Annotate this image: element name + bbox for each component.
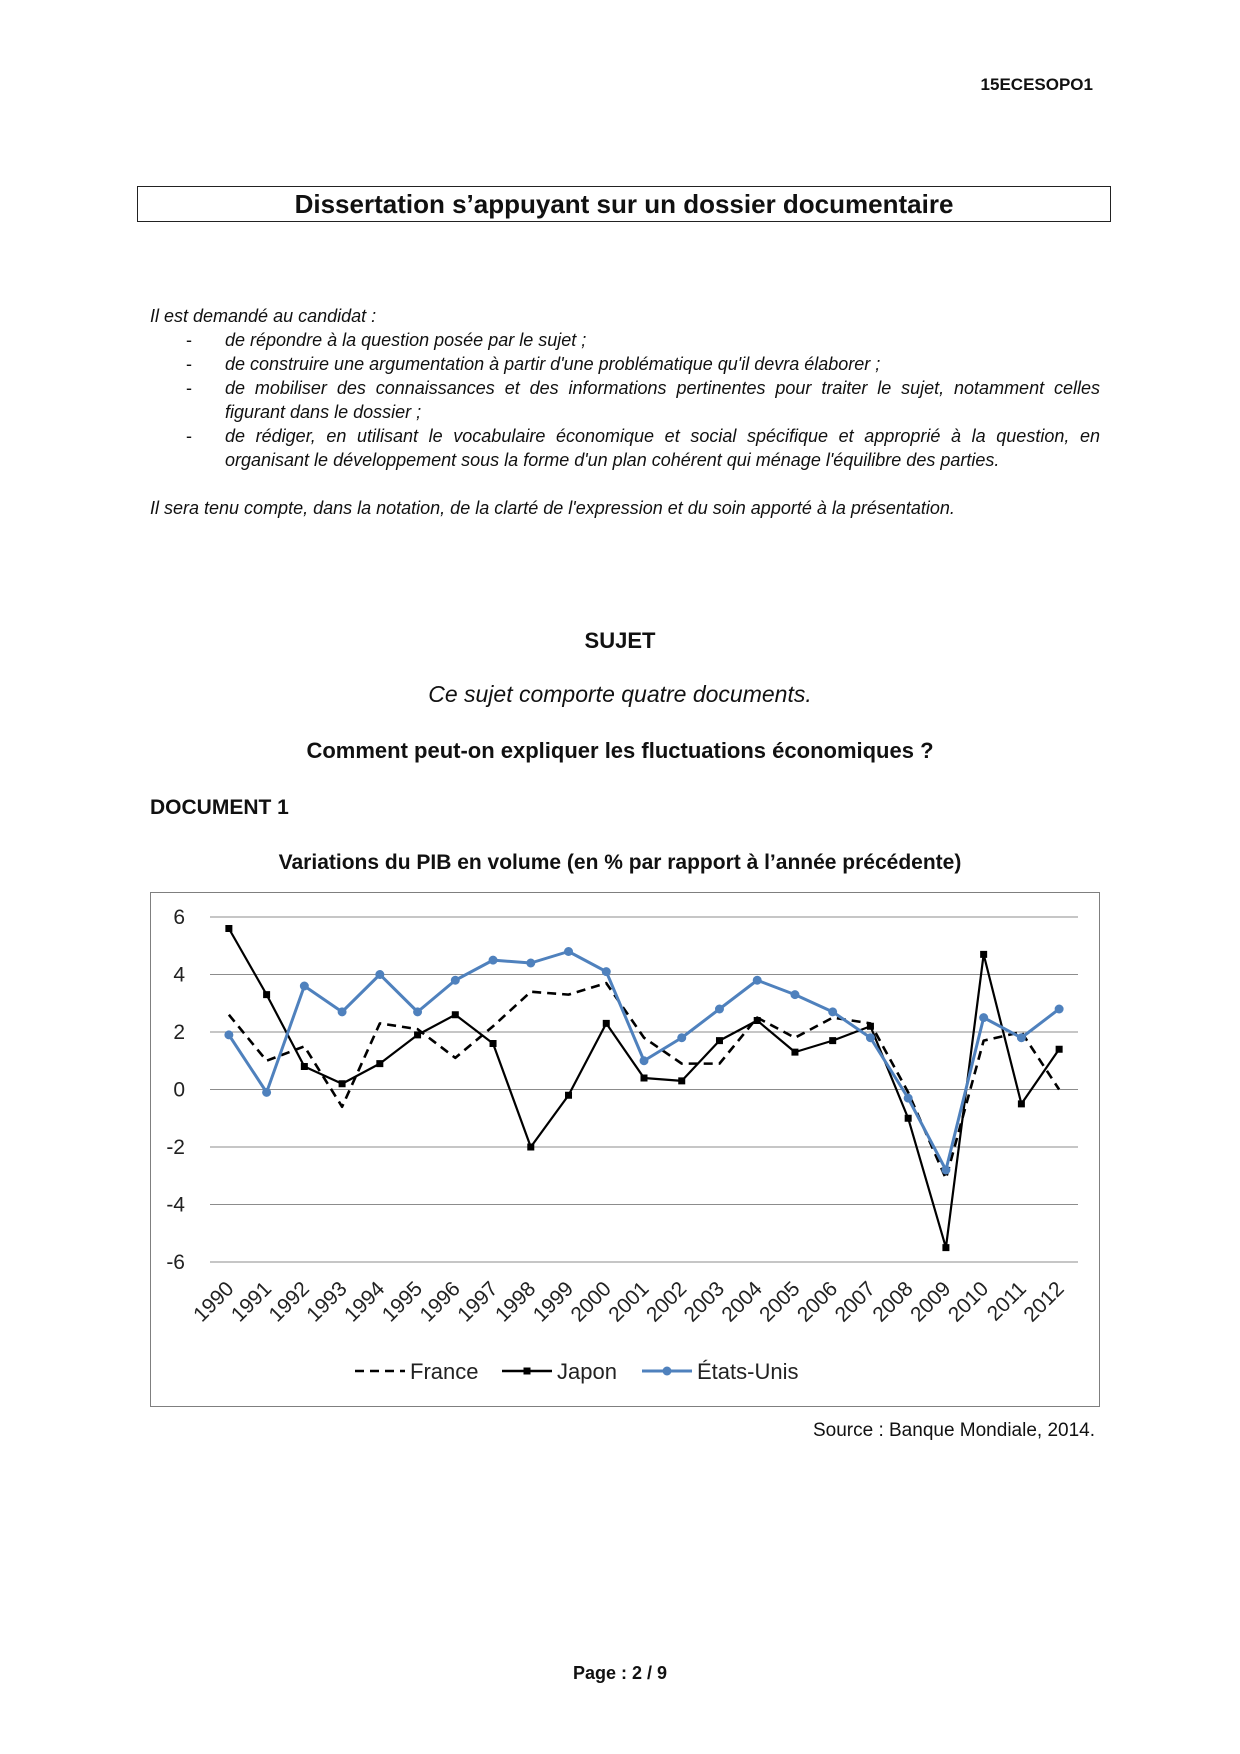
x-tick-label: 2010: [943, 1277, 994, 1327]
data-point-tatsunis: [1017, 1033, 1026, 1042]
data-point-tatsunis: [300, 982, 309, 991]
data-point-japon: [565, 1092, 572, 1099]
data-point-tatsunis: [224, 1030, 233, 1039]
page-number: Page : 2 / 9: [572, 1663, 668, 1683]
list-dash: -: [186, 354, 192, 374]
data-point-tatsunis: [451, 976, 460, 985]
data-point-tatsunis: [602, 967, 611, 976]
x-tick-label: 2012: [1019, 1277, 1069, 1327]
data-point-tatsunis: [526, 959, 535, 968]
data-point-tatsunis: [489, 956, 498, 965]
chart-source: Source : Banque Mondiale, 2014.: [812, 1420, 1095, 1441]
x-tick-label: 2008: [868, 1277, 918, 1327]
data-point-tatsunis: [413, 1007, 422, 1016]
x-tick-label: 1993: [302, 1277, 352, 1327]
sujet-subtitle: Ce sujet comporte quatre documents.: [428, 681, 812, 707]
document-code: 15ECESOPO1: [980, 75, 1093, 94]
instructions-intro: Il est demandé au candidat :: [150, 306, 377, 326]
data-point-japon: [716, 1037, 723, 1044]
document-label: DOCUMENT 1: [150, 796, 289, 819]
list-dash: -: [186, 426, 192, 446]
data-point-japon: [376, 1060, 383, 1067]
data-point-japon: [867, 1023, 874, 1030]
data-point-tatsunis: [828, 1007, 837, 1016]
data-point-japon: [905, 1115, 912, 1122]
y-tick-label: 4: [173, 963, 185, 987]
data-point-japon: [225, 925, 232, 932]
y-tick-label: -4: [166, 1193, 185, 1217]
data-point-japon: [980, 951, 987, 958]
chart-container: [150, 892, 1100, 1407]
x-tick-label: 2006: [792, 1277, 843, 1327]
data-point-japon: [452, 1011, 459, 1018]
y-tick-label: 0: [173, 1078, 185, 1102]
data-point-tatsunis: [904, 1094, 913, 1103]
data-point-japon: [1056, 1046, 1063, 1053]
list-item: [150, 424, 1100, 472]
data-point-japon: [641, 1075, 648, 1082]
x-tick-label: 1997: [453, 1277, 503, 1327]
list-dash: -: [186, 378, 192, 398]
data-point-japon: [791, 1049, 798, 1056]
data-point-tatsunis: [790, 990, 799, 999]
data-point-tatsunis: [866, 1033, 875, 1042]
list-item: [150, 328, 1100, 352]
chart-frame-border: [151, 893, 1100, 1407]
x-tick-label: 1996: [415, 1277, 465, 1327]
x-tick-label: 2004: [717, 1277, 767, 1327]
chart-title: Variations du PIB en volume (en % par rapport à l’année précédente): [278, 851, 962, 874]
gdp-line-chart: [150, 892, 1100, 1407]
data-point-tatsunis: [941, 1166, 950, 1175]
list-item-text: de répondre à la question posée par le sujet ;: [225, 330, 587, 350]
data-point-tatsunis: [262, 1088, 271, 1097]
x-tick-label: 1992: [264, 1277, 314, 1327]
x-tick-label: 1998: [491, 1277, 541, 1327]
data-point-tatsunis: [677, 1033, 686, 1042]
list-item-text: de mobiliser des connaissances et des informations pertinentes pour traiter le sujet, notamment celles figurant dans le dossier ;: [225, 378, 1100, 422]
data-point-tatsunis: [375, 970, 384, 979]
list-item: [150, 352, 1100, 376]
x-tick-label: 2002: [641, 1277, 692, 1327]
sujet-heading: SUJET: [584, 628, 656, 653]
data-point-tatsunis: [1055, 1005, 1064, 1014]
data-point-japon: [301, 1063, 308, 1070]
data-point-japon: [490, 1040, 497, 1047]
data-point-tatsunis: [640, 1056, 649, 1065]
x-tick-label: 2011: [982, 1277, 1031, 1326]
data-point-japon: [603, 1020, 610, 1027]
data-point-japon: [263, 991, 270, 998]
y-tick-label: -6: [166, 1251, 185, 1274]
list-dash: -: [186, 330, 192, 350]
data-point-japon: [1018, 1100, 1025, 1107]
instructions-block: [150, 304, 1100, 520]
data-point-tatsunis: [753, 976, 762, 985]
data-point-tatsunis: [715, 1005, 724, 1014]
data-point-japon: [942, 1244, 949, 1251]
x-tick-label: 1994: [340, 1277, 390, 1327]
data-point-tatsunis: [979, 1013, 988, 1022]
y-tick-label: 2: [173, 1021, 185, 1044]
y-tick-label: -2: [166, 1136, 185, 1159]
x-tick-label: 2003: [679, 1277, 730, 1327]
list-item: [150, 376, 1100, 424]
x-tick-label: 1995: [377, 1277, 428, 1327]
instructions-note: Il sera tenu compte, dans la notation, de la clarté de l'expression et du soin apporté à la présentation.: [150, 498, 955, 518]
instructions-list: [150, 328, 1100, 472]
x-tick-label: 1990: [189, 1277, 239, 1327]
x-tick-label: 1999: [528, 1277, 579, 1327]
y-tick-label: 6: [173, 906, 185, 929]
legend-label-france: France: [410, 1359, 479, 1384]
sujet-question: Comment peut-on expliquer les fluctuations économiques ?: [306, 738, 934, 763]
data-point-japon: [829, 1037, 836, 1044]
x-tick-label: 2007: [830, 1277, 880, 1327]
legend-marker-tatsunis: [663, 1367, 672, 1376]
data-point-japon: [527, 1144, 534, 1151]
x-tick-label: 2000: [566, 1277, 616, 1327]
x-tick-label: 1991: [226, 1277, 277, 1327]
data-point-japon: [339, 1080, 346, 1087]
data-point-tatsunis: [564, 947, 573, 956]
data-point-japon: [754, 1017, 761, 1024]
list-item-text: de rédiger, en utilisant le vocabulaire économique et social spécifique et approprié à la question, en organisant le développement sous la forme d'un plan cohérent qui ménage l'équilibre des parties.: [225, 426, 1100, 470]
list-item-text: de construire une argumentation à partir d'une problématique qu'il devra élaborer ;: [225, 354, 881, 374]
page-title-text: Dissertation s’appuyant sur un dossier documentaire: [294, 188, 954, 219]
x-tick-label: 2001: [604, 1277, 654, 1327]
legend-label-japon: Japon: [557, 1359, 617, 1384]
data-point-japon: [678, 1077, 685, 1084]
page-title: [137, 186, 1111, 222]
data-point-japon: [414, 1031, 421, 1038]
legend-label-tatsunis: États-Unis: [697, 1359, 799, 1384]
data-point-tatsunis: [338, 1007, 347, 1016]
legend-marker-japon: [524, 1368, 531, 1375]
x-tick-label: 2009: [906, 1277, 956, 1327]
x-tick-label: 2005: [755, 1277, 805, 1327]
